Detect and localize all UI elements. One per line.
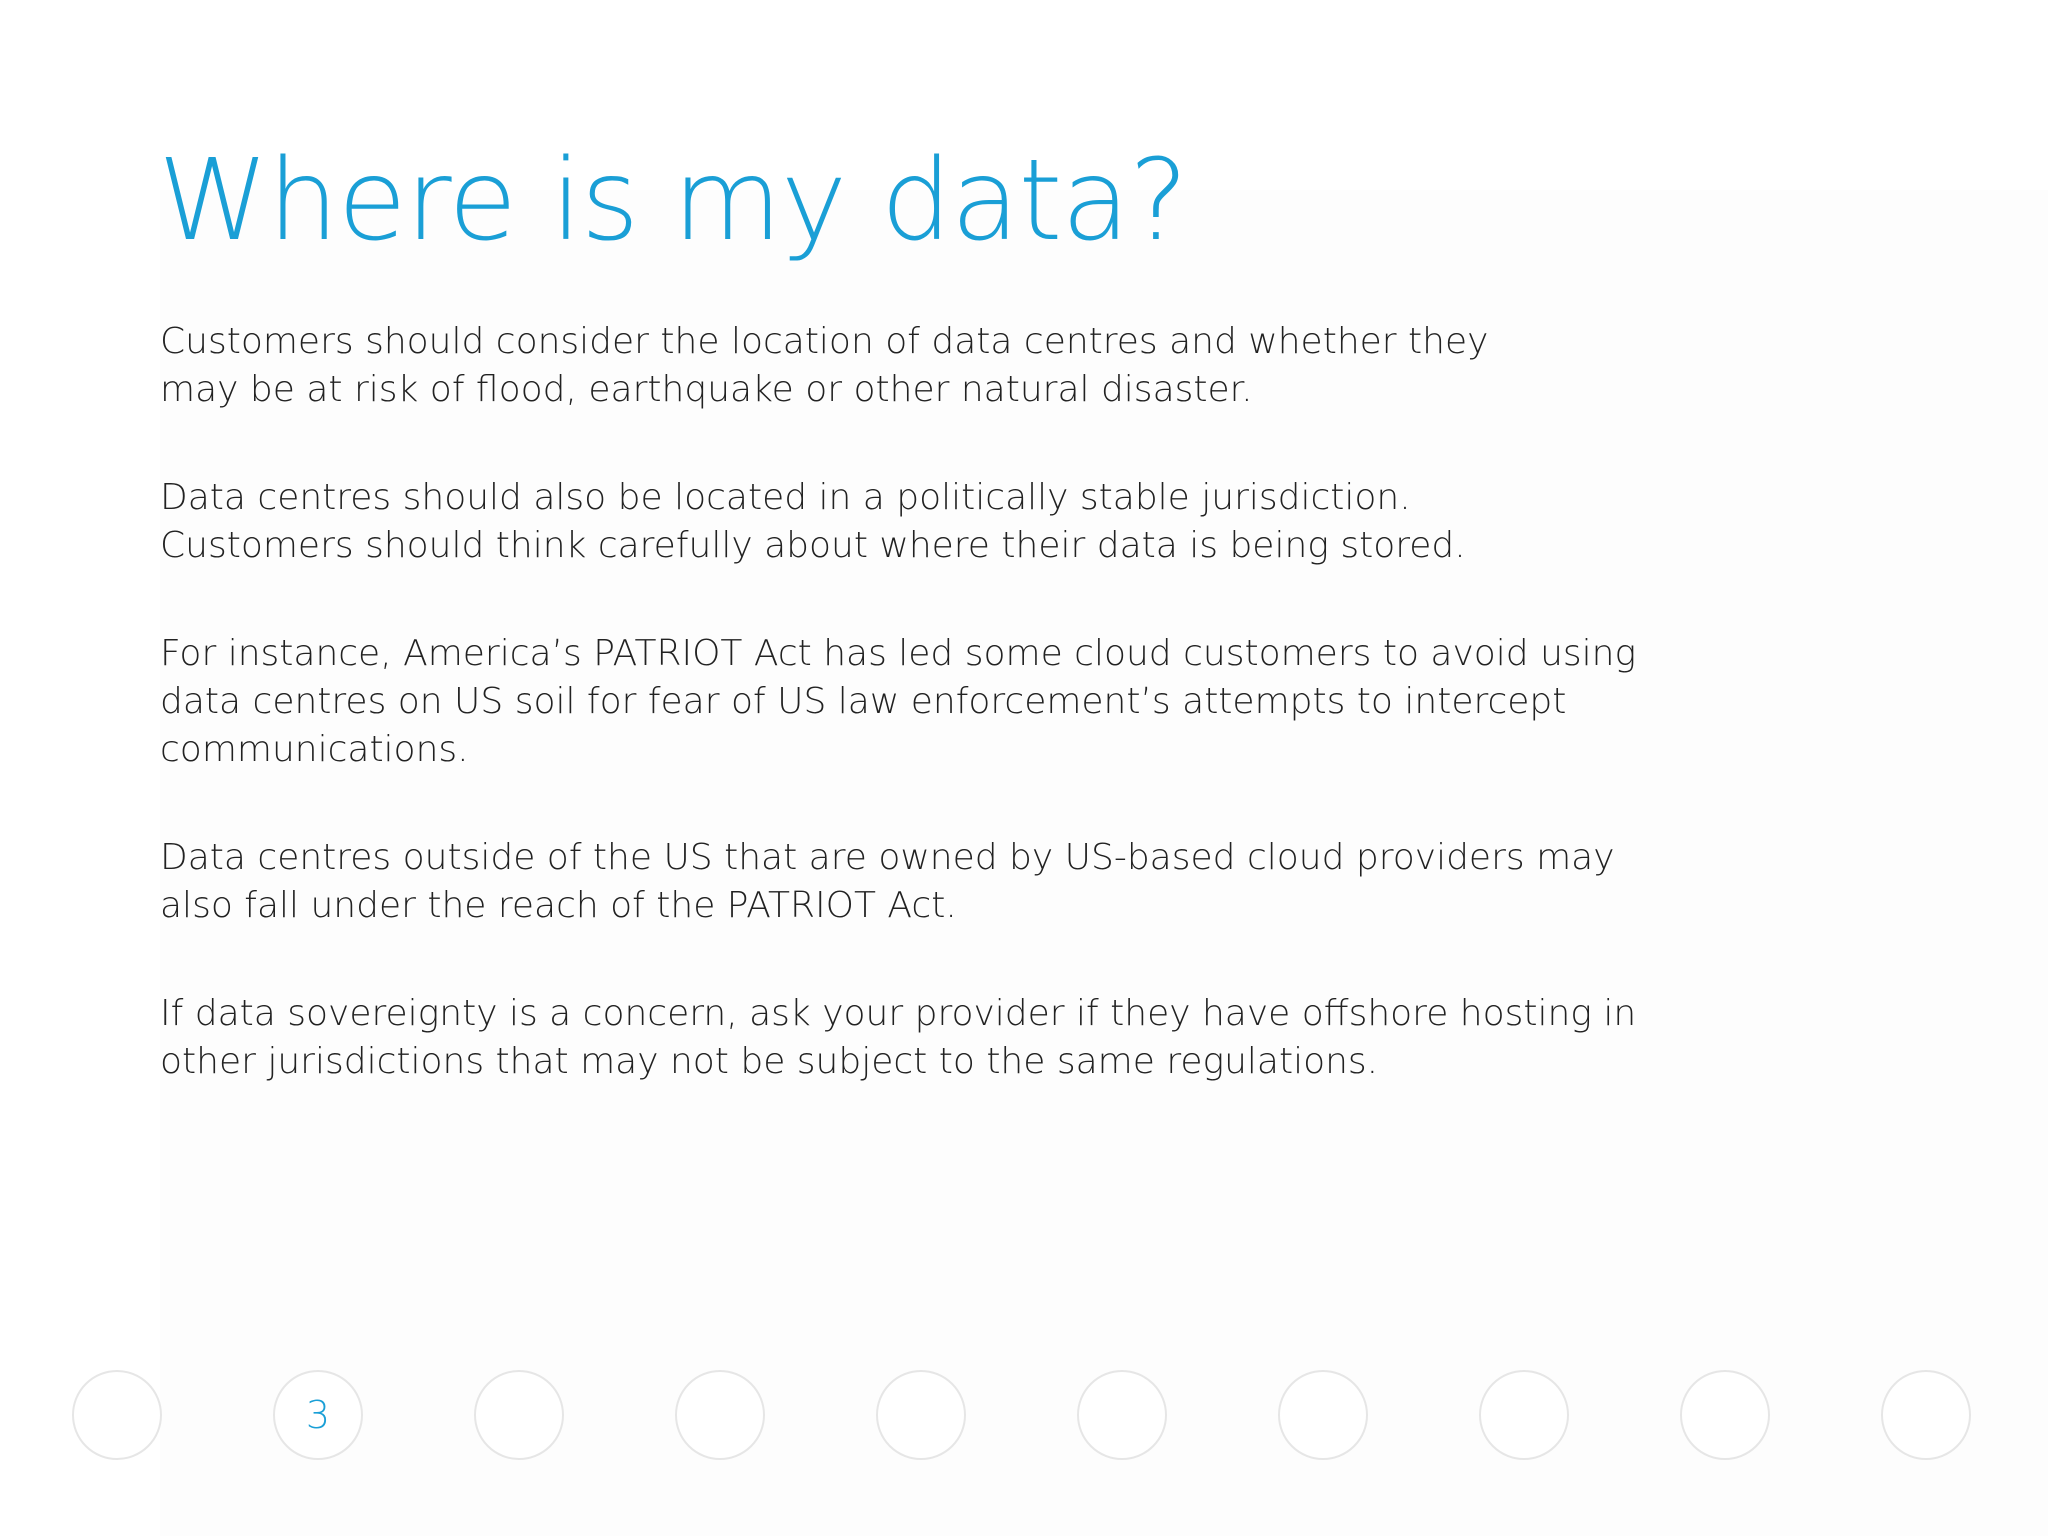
page-title: Where is my data? [158,136,1188,266]
paragraph-sovereignty [160,990,1720,1086]
page-navigation [72,1370,1976,1464]
page-dot[interactable] [72,1370,162,1460]
paragraph-line: Data centres outside of the US that are owned by US-based cloud providers may [160,837,1615,878]
paragraph-patriot-act [160,630,1720,774]
page-dot[interactable] [876,1370,966,1460]
page-dot[interactable] [474,1370,564,1460]
paragraph-line: If data sovereignty is a concern, ask your provider if they have offshore hosting in [160,993,1637,1034]
paragraph-line: also fall under the reach of the PATRIOT Act. [160,885,957,926]
page-dot[interactable] [1680,1370,1770,1460]
page-dot[interactable] [1077,1370,1167,1460]
page-dot[interactable] [675,1370,765,1460]
paragraph-line: Customers should consider the location of data centres and whether they [160,321,1489,362]
paragraph-line: data centres on US soil for fear of US law enforcement’s attempts to intercept [160,681,1567,722]
page-dot[interactable] [1479,1370,1569,1460]
paragraph-line: Data centres should also be located in a politically stable jurisdiction. [160,477,1411,518]
paragraph-line: other jurisdictions that may not be subject to the same regulations. [160,1041,1379,1082]
paragraph-line: may be at risk of flood, earthquake or other natural disaster. [160,369,1253,410]
page-dot[interactable] [1881,1370,1971,1460]
paragraph-line: communications. [160,729,469,770]
body-text [160,318,1720,1146]
page-dot-current[interactable]: 3 [273,1370,363,1460]
paragraph-location [160,318,1720,414]
paragraph-jurisdiction [160,474,1720,570]
paragraph-line: Customers should think carefully about where their data is being stored. [160,525,1466,566]
page-dot[interactable] [1278,1370,1368,1460]
paragraph-line: For instance, America’s PATRIOT Act has led some cloud customers to avoid using [160,633,1637,674]
paragraph-us-providers [160,834,1720,930]
